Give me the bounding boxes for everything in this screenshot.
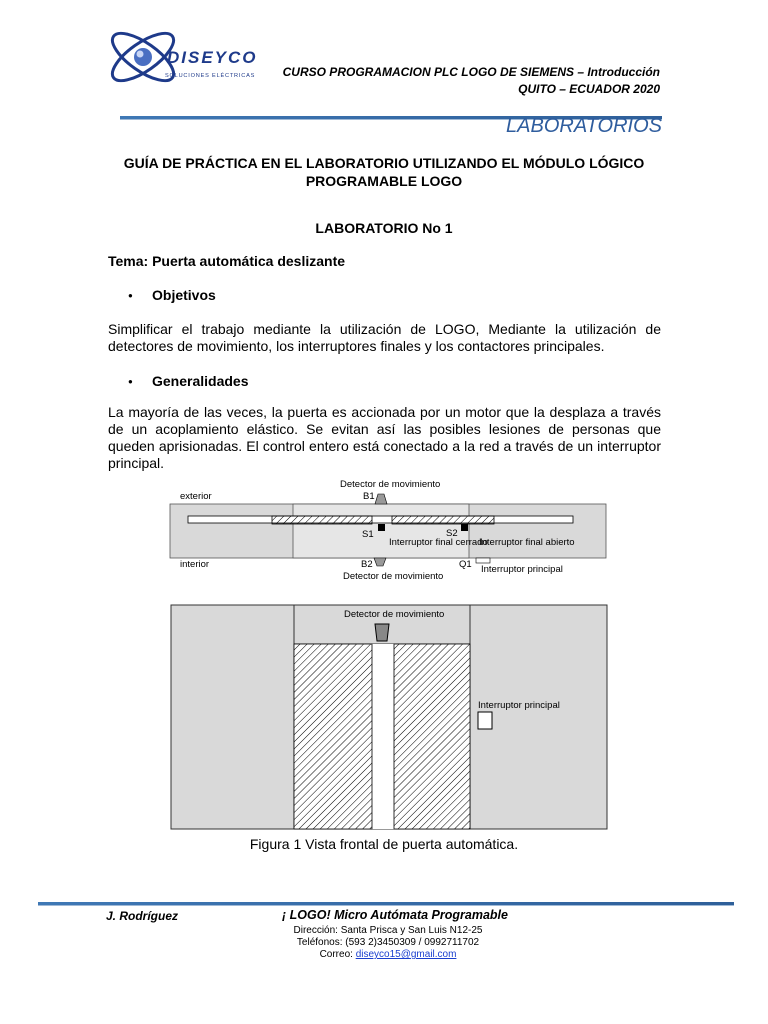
section-title: LABORATORIOS — [506, 115, 662, 137]
label-front-detector: Detector de movimiento — [344, 609, 445, 620]
motion-detector-b1-icon — [375, 494, 387, 504]
motion-detector-front-icon — [375, 624, 389, 641]
door-leaf-left — [272, 516, 372, 524]
footer-address: Dirección: Santa Prisca y San Luis N12-25 — [293, 925, 483, 936]
motion-detector-b2-icon — [374, 558, 386, 566]
label-b2: B2 — [361, 559, 373, 570]
generalidades-heading — [130, 373, 249, 389]
footer-slogan: ¡ LOGO! Micro Autómata Programable — [282, 908, 508, 922]
generalidades-paragraph: La mayoría de las veces, la puerta es accionada por un motor que la desplaza a través de un acoplamiento elástico. Se evitan así las posibles lesiones de personas que queden aprisionadas. El control entero está conectado a la red a través de un interruptor principal. — [108, 404, 661, 471]
lab-number: LABORATORIO No 1 — [315, 220, 453, 236]
objetivos-heading — [130, 287, 216, 303]
label-s2: S2 — [446, 528, 458, 539]
label-s1: S1 — [362, 529, 374, 540]
course-title: CURSO PROGRAMACION PLC LOGO DE SIEMENS – Introducción — [282, 65, 660, 79]
label-b1: B1 — [363, 491, 375, 502]
course-location: QUITO – ECUADOR 2020 — [518, 82, 660, 96]
footer-email-line — [268, 949, 508, 961]
main-switch-front-icon — [478, 712, 492, 729]
diseyco-logo — [103, 15, 275, 95]
label-main-switch: Interruptor principal — [481, 564, 563, 575]
document-title: GUÍA DE PRÁCTICA EN EL LABORATORIO UTILIZANDO EL MÓDULO LÓGICO PROGRAMABLE LOGO — [123, 155, 645, 189]
footer-email-link[interactable]: diseyco15@gmail.com — [355, 949, 457, 960]
main-switch-q1-icon — [476, 558, 490, 563]
label-switch-closed: Interruptor final cerrado — [389, 537, 488, 548]
door-leaf-front-right — [394, 644, 470, 829]
door-leaf-front-left — [294, 644, 372, 829]
door-rail — [188, 516, 573, 523]
objetivos-label: Objetivos — [152, 287, 216, 303]
label-exterior: exterior — [180, 491, 212, 502]
label-interior: interior — [180, 559, 210, 570]
label-detector-top: Detector de movimiento — [340, 479, 441, 490]
footer-author: J. Rodríguez — [106, 909, 179, 923]
door-top-view-diagram — [168, 476, 608, 586]
limit-switch-s2 — [461, 524, 468, 531]
figure-caption: Figura 1 Vista frontal de puerta automática. — [249, 836, 519, 852]
door-front-view-diagram — [170, 604, 608, 830]
label-q1: Q1 — [459, 559, 472, 570]
objetivos-paragraph: Simplificar el trabajo mediante la utilización de LOGO, Mediante la utilización de detectores de movimiento, los interruptores finales y los contactores principales. — [108, 321, 661, 354]
logo-name: DISEYCO — [167, 48, 258, 67]
label-front-main-switch: Interruptor principal — [478, 700, 560, 711]
door-leaf-right — [392, 516, 494, 524]
footer-phones: Teléfonos: (593 2)3450309 / 0992711702 — [296, 937, 480, 948]
label-switch-open: Interruptor final abierto — [479, 537, 575, 548]
footer-email-label: Correo: — [319, 949, 356, 960]
tema-heading: Tema: Puerta automática deslizante — [108, 253, 346, 269]
label-detector-bottom: Detector de movimiento — [343, 571, 444, 582]
logo-tagline: SOLUCIONES ELÉCTRICAS — [165, 73, 256, 79]
footer-divider — [38, 902, 734, 906]
limit-switch-s1 — [378, 524, 385, 531]
generalidades-label: Generalidades — [152, 373, 249, 389]
